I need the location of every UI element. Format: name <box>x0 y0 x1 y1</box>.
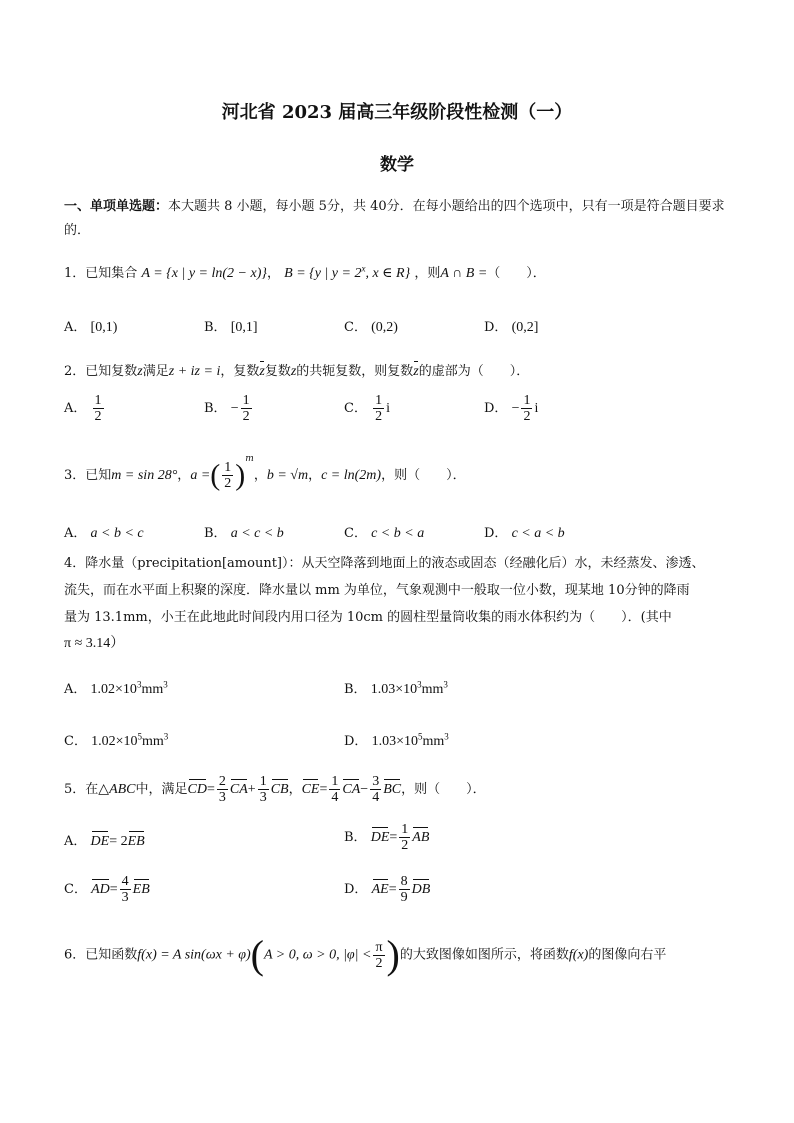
left-paren: ( <box>210 458 221 492</box>
vector-rhs: EB <box>132 882 150 897</box>
option-4b[interactable] <box>344 678 448 698</box>
denominator: 2 <box>523 409 531 424</box>
section-instructions <box>64 195 734 243</box>
option-unit-exponent: 3 <box>443 679 448 690</box>
fraction <box>258 774 269 805</box>
function-name: f(x) <box>568 947 589 963</box>
option-value: a < b < c <box>90 526 144 541</box>
question-text: 中，满足 <box>135 782 188 797</box>
separator: ， <box>308 468 322 483</box>
option-value <box>91 731 169 749</box>
option-exponent: 5 <box>417 731 423 742</box>
option-mantissa: 1.03×10 <box>370 682 418 697</box>
option-5c[interactable] <box>64 874 150 905</box>
question-text: 的虚部为（ ）． <box>418 364 530 379</box>
option-mantissa: 1.03×10 <box>371 734 418 749</box>
numerator: 8 <box>400 874 408 889</box>
minus: − <box>360 782 369 797</box>
option-unit-exponent: 3 <box>163 731 169 742</box>
option-3c[interactable] <box>344 522 424 542</box>
option-1b[interactable] <box>204 316 258 336</box>
fraction <box>329 774 340 805</box>
var-z: z <box>137 364 143 379</box>
option-unit: mm <box>142 734 164 749</box>
left-paren: ( <box>250 932 264 977</box>
option-value: (0,2) <box>371 320 398 335</box>
option-fraction <box>373 393 384 424</box>
question-4-line-1 <box>64 552 705 571</box>
option-value: c < b < a <box>371 526 425 541</box>
question-number: 5． <box>64 782 86 797</box>
equation: z + iz = i <box>168 364 221 379</box>
question-number: 4． <box>64 556 86 571</box>
question-text: 复数 <box>264 364 291 379</box>
vector-lhs: AE <box>371 882 389 897</box>
question-1 <box>64 262 546 282</box>
question-4-line-4: π ≈ 3.14） <box>64 636 125 651</box>
parameter-conditions: A > 0, ω > 0, |φ| < <box>264 947 372 963</box>
section-text: 本大题共 8 小题，每小题 5分，共 40分．在每小题给出的四个选项中，只有一项是符合题目要求的． <box>64 199 725 238</box>
option-5a[interactable] <box>64 830 145 850</box>
option-unit: mm <box>421 682 444 697</box>
question-number: 3． <box>64 468 86 483</box>
option-4a[interactable] <box>64 678 168 698</box>
right-paren: ) <box>235 458 246 492</box>
denominator: 2 <box>375 409 383 424</box>
option-mantissa: 1.02×10 <box>91 734 138 749</box>
option-value <box>90 679 168 697</box>
question-4-line-3: 量为 13.1mm，小王在此地此时间段内用口径为 10cm 的圆柱型量筒收集的雨水体积约为（ ）．(其中 <box>64 610 672 625</box>
question-2 <box>64 360 529 380</box>
option-label: B． <box>204 526 227 541</box>
denominator: 3 <box>121 890 129 905</box>
vector-ca: CA <box>229 782 248 797</box>
section-heading: 一、单项单选题： <box>64 199 169 214</box>
question-3 <box>64 454 466 491</box>
question-text: 已知函数 <box>85 947 138 963</box>
numerator: 1 <box>242 393 250 408</box>
option-label: C． <box>344 401 367 416</box>
option-fraction <box>93 393 104 424</box>
option-label: A． <box>64 834 87 849</box>
fraction <box>120 874 131 905</box>
option-sign: − <box>230 401 239 416</box>
option-label: A． <box>64 320 87 335</box>
option-1d[interactable] <box>484 316 538 336</box>
option-value <box>370 679 448 697</box>
vector-cd: CD <box>187 782 207 797</box>
fraction <box>399 822 410 853</box>
half-fraction <box>222 460 233 491</box>
option-fraction <box>521 393 532 424</box>
option-label: C． <box>344 320 367 335</box>
var-zbar: z <box>259 364 265 379</box>
vector-lhs: DE <box>90 834 110 849</box>
question-text: 已知 <box>85 468 112 483</box>
question-text: 满足 <box>142 364 169 379</box>
exam-title: 河北省 2023 届高三年级阶段性检测（一） <box>221 102 573 123</box>
numerator: 1 <box>331 774 339 789</box>
option-4d[interactable] <box>344 730 449 750</box>
right-paren: ) <box>386 932 400 977</box>
option-label: D． <box>344 882 368 897</box>
denominator: 2 <box>224 476 232 491</box>
option-value: (0,2] <box>511 320 539 335</box>
fraction <box>217 774 228 805</box>
numerator: 1 <box>94 393 102 408</box>
option-fraction <box>241 393 252 424</box>
option-exponent: 3 <box>417 679 422 690</box>
option-label: A． <box>64 682 87 697</box>
option-label: D． <box>484 320 508 335</box>
vector-rhs: EB <box>127 834 145 849</box>
fraction <box>373 940 384 971</box>
set-b <box>284 263 411 281</box>
question-text: 在 <box>85 782 99 797</box>
set-b-tail: , x ∈ R} <box>365 266 411 281</box>
vector-bc: BC <box>383 782 402 797</box>
option-exponent: 3 <box>136 679 142 690</box>
option-label: D． <box>484 526 508 541</box>
option-label: B． <box>204 320 227 335</box>
option-1c[interactable] <box>344 316 398 336</box>
option-5d[interactable] <box>344 874 430 905</box>
option-3b[interactable] <box>204 522 284 542</box>
vector-rhs: AB <box>412 830 430 845</box>
option-2a[interactable] <box>64 393 106 424</box>
set-b-head: B = {y | y = 2 <box>284 266 362 281</box>
option-mantissa: 1.02×10 <box>90 682 137 697</box>
relation: = 2 <box>109 834 128 849</box>
relation: = <box>389 830 398 845</box>
question-text: 降水量（precipitation[amount]）：从天空降落到地面上的液态或固态（经融化后）水，未经蒸发、渗透、 <box>85 556 705 571</box>
option-label: B． <box>344 830 367 845</box>
denominator: 4 <box>372 790 380 805</box>
answer-paren: （ ）． <box>487 266 546 281</box>
denominator: 2 <box>401 838 409 853</box>
question-text: 的大致图像如图所示，将函数 <box>399 947 569 963</box>
denominator: 2 <box>242 409 250 424</box>
separator: ， <box>266 266 280 281</box>
c-equation: c = ln(2m) <box>321 468 382 483</box>
question-text: 的共轭复数，则复数 <box>296 364 414 379</box>
question-4-line-2: 流失，而在水平面上积聚的深度．降水量以 mm 为单位，气象观测中一般取一位小数，现某地 10分钟的降雨 <box>64 583 690 598</box>
question-text: 的图像向右平 <box>588 947 667 963</box>
question-text: ，复数 <box>220 364 260 379</box>
relation: = <box>388 882 397 897</box>
numerator: 4 <box>121 874 129 889</box>
vector-lhs: DE <box>370 830 390 845</box>
option-unit: mm <box>141 682 164 697</box>
denominator: 9 <box>400 890 408 905</box>
vector-ce: CE <box>301 782 320 797</box>
set-b-exponent: x <box>361 263 366 274</box>
relation: = <box>109 882 118 897</box>
equals: = <box>319 782 328 797</box>
vector-cb: CB <box>270 782 289 797</box>
option-unit: mm <box>422 734 445 749</box>
option-label: D． <box>344 734 368 749</box>
option-label: C． <box>64 734 87 749</box>
option-2c[interactable] <box>344 393 390 424</box>
option-suffix: i <box>534 401 539 416</box>
option-value <box>371 731 449 749</box>
denominator: 2 <box>375 955 383 971</box>
question-text: ，则（ ）． <box>401 782 486 797</box>
question-6 <box>64 932 667 977</box>
question-5 <box>64 774 486 805</box>
subject-title: 数学 <box>380 155 414 175</box>
question-number: 6． <box>64 947 86 963</box>
option-5b[interactable] <box>344 822 429 853</box>
question-text: ，则（ ）． <box>381 468 466 483</box>
a-equation: a = <box>190 468 211 483</box>
option-unit-exponent: 3 <box>444 731 449 742</box>
numerator: 3 <box>372 774 380 789</box>
vector-rhs: DB <box>411 882 431 897</box>
question-text: ，则 <box>414 266 441 281</box>
function-definition: f(x) = A sin(ωx + φ) <box>137 947 251 963</box>
var-z: z <box>290 364 297 379</box>
option-1a[interactable] <box>64 316 117 336</box>
option-value: c < a < b <box>511 526 565 541</box>
denominator: 2 <box>94 409 102 424</box>
option-value: a < c < b <box>230 526 284 541</box>
option-value: [0,1) <box>90 320 118 335</box>
numerator: 1 <box>523 393 531 408</box>
a-exponent: m <box>245 454 254 464</box>
question-text: 已知复数 <box>85 364 138 379</box>
option-4c[interactable] <box>64 730 168 750</box>
option-label: C． <box>64 882 87 897</box>
option-suffix: i <box>386 401 390 416</box>
option-label: C． <box>344 526 367 541</box>
option-label: D． <box>484 401 508 416</box>
plus: + <box>247 782 256 797</box>
triangle-abc: △ABC <box>98 782 136 797</box>
denominator: 3 <box>218 790 226 805</box>
separator: ， <box>253 468 267 483</box>
option-label: B． <box>344 682 367 697</box>
separator: ， <box>288 782 302 797</box>
vector-ca: CA <box>342 782 361 797</box>
option-sign: − <box>511 401 520 416</box>
denominator: 4 <box>331 790 339 805</box>
option-label: B． <box>204 401 227 416</box>
numerator: 2 <box>218 774 226 789</box>
option-label: A． <box>64 526 87 541</box>
vector-lhs: AD <box>91 882 110 897</box>
separator: ， <box>177 468 191 483</box>
fraction <box>370 774 381 805</box>
option-2b[interactable] <box>204 393 254 424</box>
option-3a[interactable] <box>64 522 144 542</box>
numerator: π <box>375 939 383 955</box>
question-text: 已知集合 <box>85 266 138 281</box>
b-equation: b = √m <box>266 468 309 483</box>
question-expression: A ∩ B = <box>440 266 488 281</box>
option-2d[interactable] <box>484 393 538 424</box>
numerator: 1 <box>224 460 232 475</box>
numerator: 1 <box>375 393 383 408</box>
question-number: 2． <box>64 364 86 379</box>
question-number: 1． <box>64 266 86 281</box>
equals: = <box>206 782 215 797</box>
numerator: 1 <box>259 774 267 789</box>
fraction <box>399 874 410 905</box>
option-unit-exponent: 3 <box>163 679 168 690</box>
numerator: 1 <box>401 822 409 837</box>
m-equation: m = sin 28° <box>111 468 178 483</box>
option-exponent: 5 <box>137 731 142 742</box>
option-value: [0,1] <box>230 320 258 335</box>
var-zbar: z <box>413 364 419 379</box>
set-a: A = {x | y = ln(2 − x)} <box>141 266 267 281</box>
option-label: A． <box>64 401 87 416</box>
option-3d[interactable] <box>484 522 565 542</box>
denominator: 3 <box>259 790 267 805</box>
